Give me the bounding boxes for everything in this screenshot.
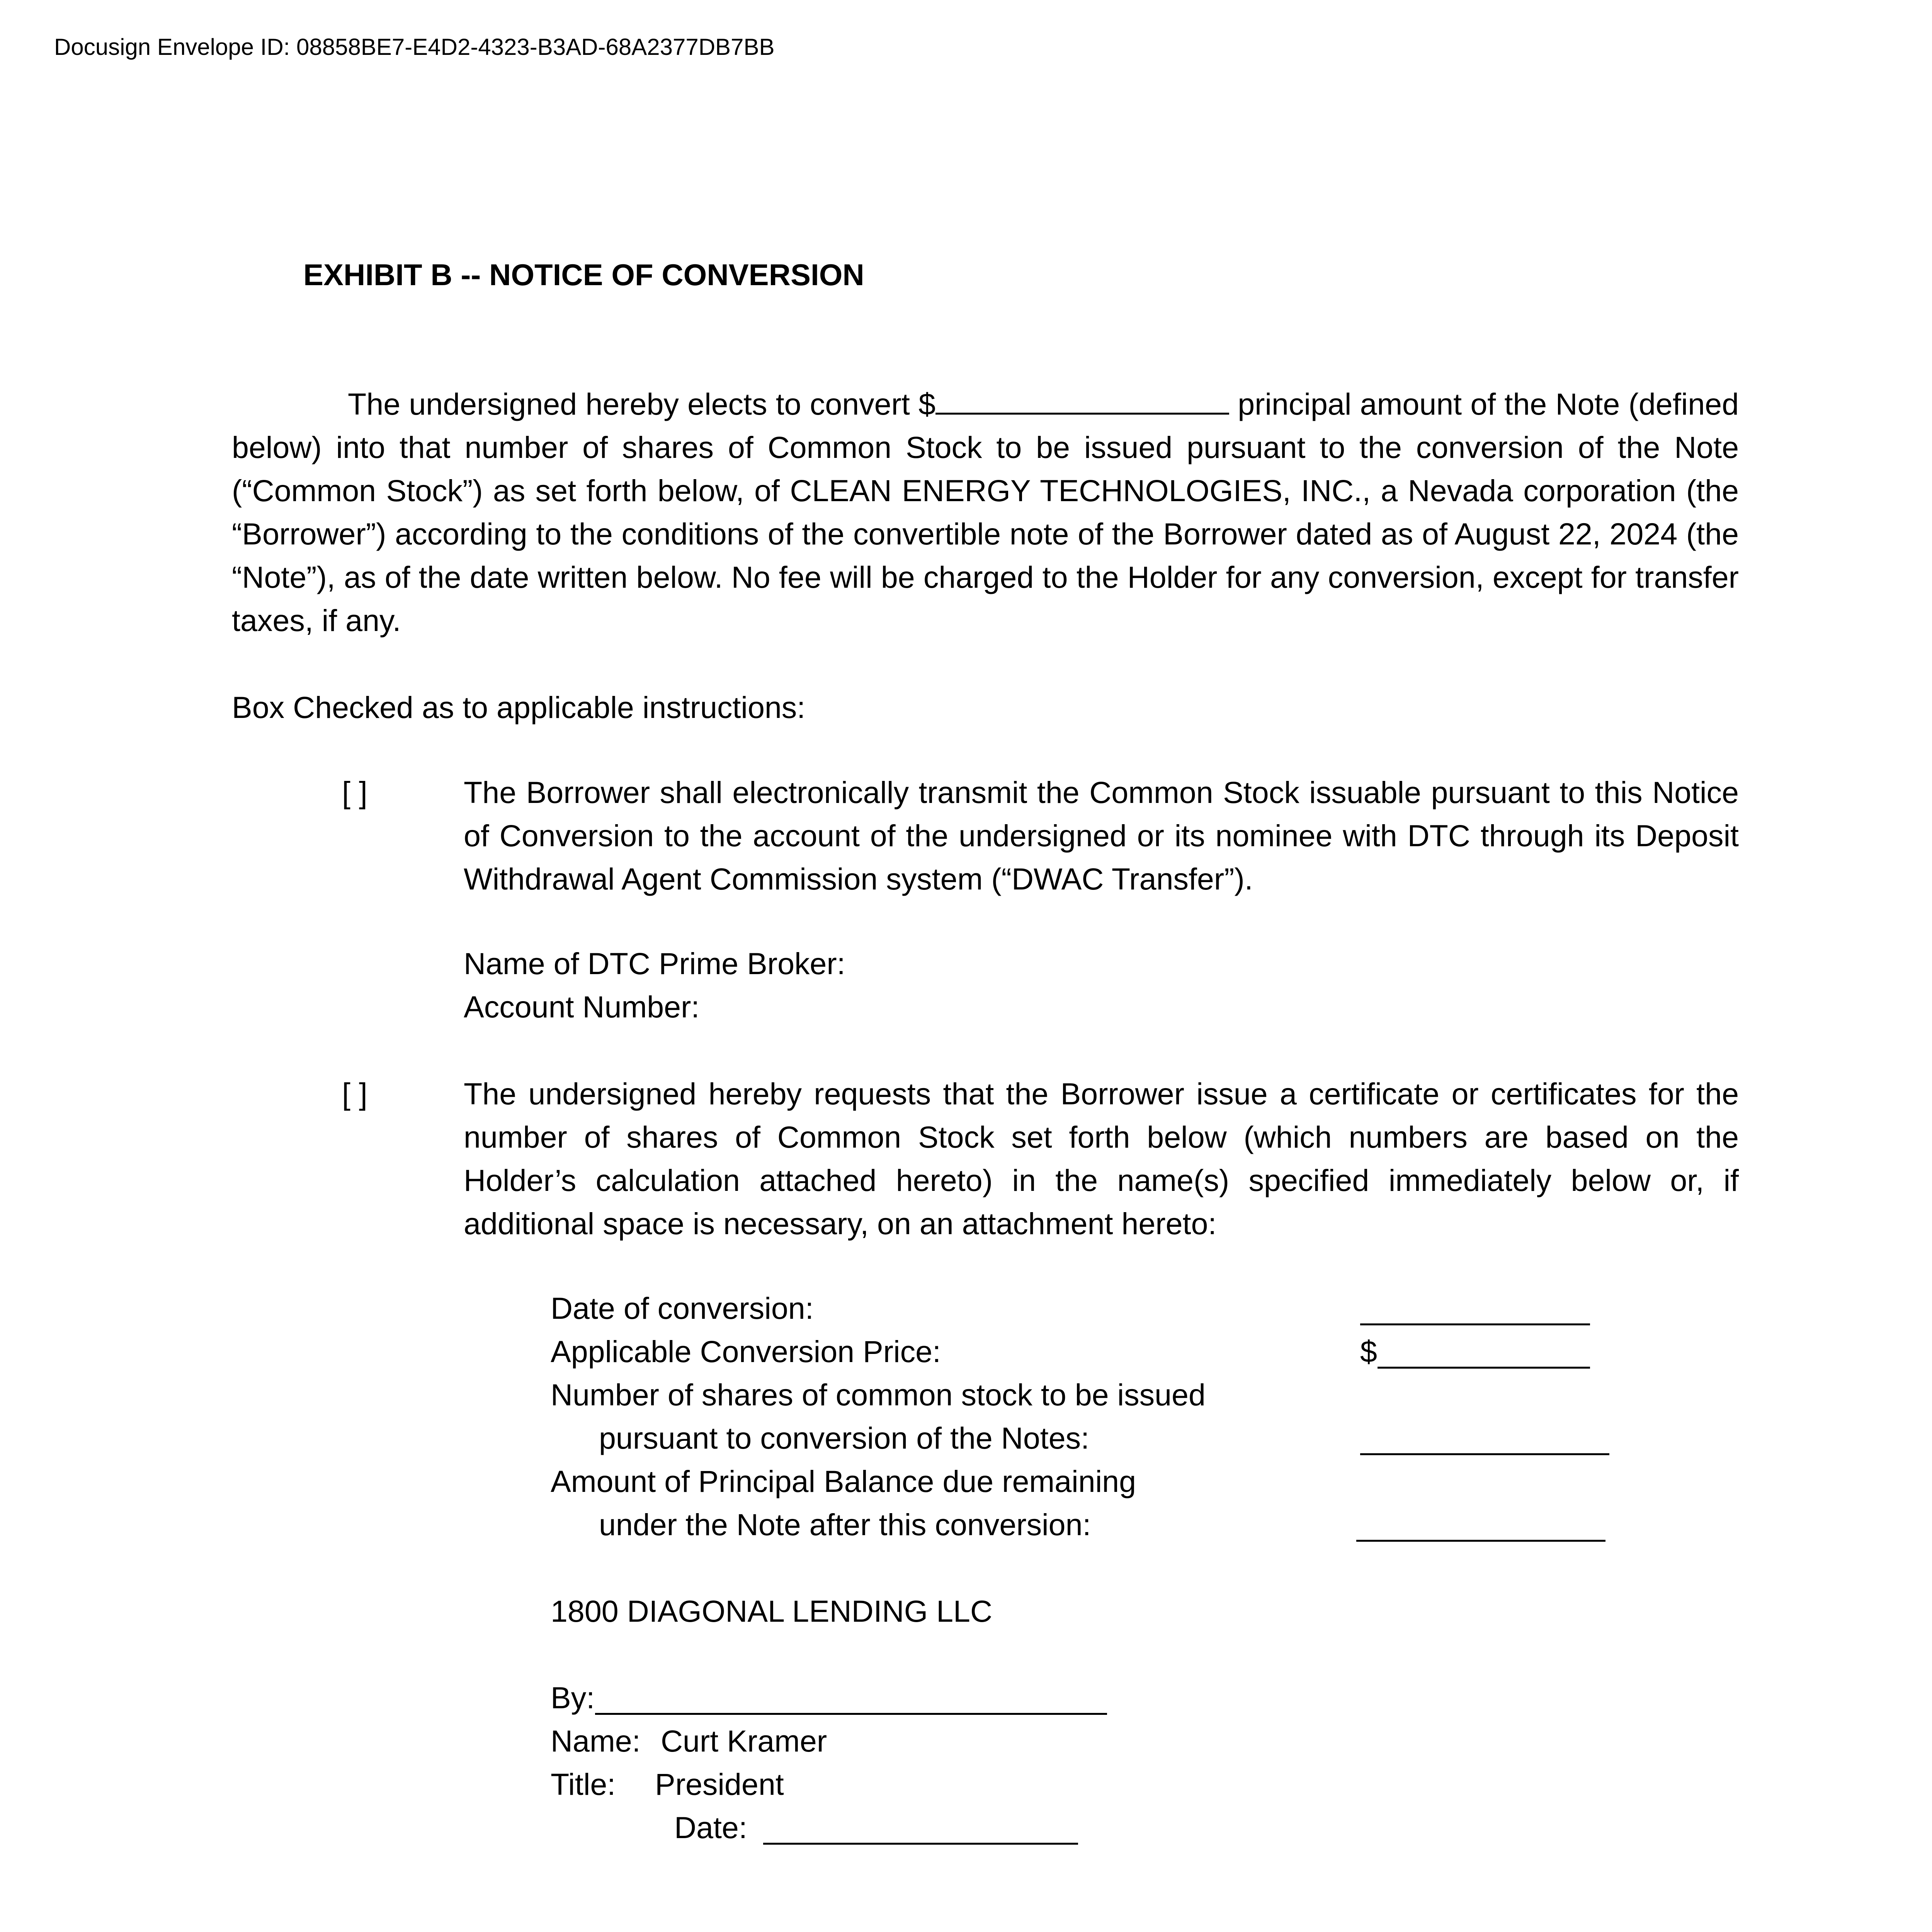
dwac-option-text: The Borrower shall electronically transmit the Common Stock issuable pursuant to this Notice of Conversion to the account of the undersigned or its nominee with DTC through its Deposit Withdrawal Agent Commission system (“DWAC Transfer”). — [464, 775, 1739, 896]
certificate-checkbox[interactable]: [ ] — [342, 1077, 367, 1111]
docusign-envelope-id: Docusign Envelope ID: 08858BE7-E4D2-4323-B3AD-68A2377DB7BB — [54, 34, 775, 60]
title-value: President — [655, 1767, 784, 1801]
shares-label-line1: Number of shares of common stock to be issued — [551, 1378, 1206, 1412]
date-of-conversion-label: Date of conversion: — [551, 1291, 814, 1325]
dollar-sign: $ — [1360, 1334, 1377, 1369]
conversion-price-blank[interactable] — [1378, 1367, 1590, 1369]
principal-amount-blank[interactable] — [935, 389, 1229, 415]
date-of-conversion-blank[interactable] — [1360, 1323, 1590, 1325]
box-checked-label: Box Checked as to applicable instructions: — [232, 690, 806, 724]
by-label: By: — [551, 1680, 595, 1715]
date-label: Date: — [674, 1810, 747, 1845]
name-value: Curt Kramer — [661, 1724, 827, 1758]
account-number-label: Account Number: — [464, 990, 700, 1024]
conversion-price-label: Applicable Conversion Price: — [551, 1334, 941, 1369]
title-label: Title: — [551, 1767, 616, 1801]
exhibit-title: EXHIBIT B -- NOTICE OF CONVERSION — [303, 258, 864, 292]
intro-text-part1: The undersigned hereby elects to convert $ — [348, 387, 936, 421]
shares-blank[interactable] — [1360, 1453, 1609, 1455]
name-label: Name: — [551, 1724, 641, 1758]
certificate-option-text: The undersigned hereby requests that the Borrower issue a certificate or certificates for the number of shares of Common Stock set forth below (which numbers are based on the Holder’s calculation attached hereto) in the name(s) specified immediately below or, if additional space is necessary, on an attachment hereto: — [464, 1077, 1739, 1241]
principal-remaining-blank[interactable] — [1356, 1540, 1605, 1542]
shares-label-line2: pursuant to conversion of the Notes: — [599, 1421, 1090, 1455]
signature-date-blank[interactable] — [763, 1843, 1078, 1845]
principal-label-line1: Amount of Principal Balance due remaining — [551, 1464, 1136, 1498]
intro-paragraph — [232, 383, 1739, 642]
lender-name: 1800 DIAGONAL LENDING LLC — [551, 1594, 993, 1628]
intro-text-part2: principal amount of the Note (defined below) into that number of shares of Common Stock to be issued pursuant to the conversion of the Note (“Common Stock”) as set forth below, of CLEAN ENERGY TECHNOLOGIES, INC., a Nevada corporation (the “Borrower”) according to the conditions of the convertible note of the Borrower dated as of August 22, 2024 (the “Note”), as of the date written below. No fee will be charged to the Holder for any conversion, except for transfer taxes, if any. — [232, 387, 1739, 638]
dwac-checkbox[interactable]: [ ] — [342, 775, 367, 810]
signature-blank[interactable] — [595, 1713, 1107, 1715]
principal-label-line2: under the Note after this conversion: — [599, 1507, 1091, 1542]
dtc-broker-label: Name of DTC Prime Broker: — [464, 946, 845, 981]
